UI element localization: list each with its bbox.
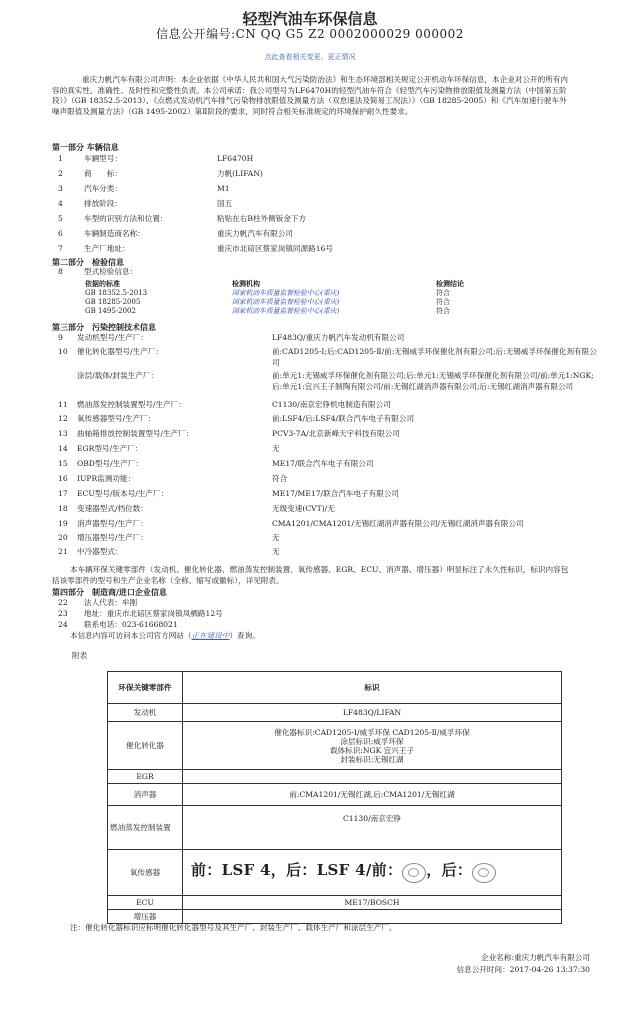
row-label: 氧传感器型号/生产厂： — [77, 414, 156, 423]
row-value: 前:LSF4/后:LSF4/联合汽车电子有限公司 — [272, 414, 415, 423]
query-text: 本信息内容可访问本公司官方网站（ — [70, 631, 192, 640]
bosch-logo-icon — [472, 863, 496, 883]
part-mark — [183, 770, 562, 784]
query-text-end: ）查询。 — [229, 631, 260, 640]
table-row — [108, 722, 562, 770]
vehicle-info-row — [52, 213, 592, 225]
row-value: ME17/联合汽车电子有限公司 — [272, 459, 374, 468]
table-row — [108, 704, 562, 722]
row-number: 13 — [58, 429, 68, 438]
lab-name: 国家机动车质量监督检验中心(重庆) — [232, 298, 340, 306]
vehicle-info-row — [52, 153, 592, 165]
row-value: ME17/ME17/联合汽车电子有限公司 — [272, 489, 400, 498]
row-label: 催化转化器型号/生产厂： — [77, 347, 164, 356]
part3-note: 本车辆环保关键零部件（发动机、催化转化器、燃油蒸发控制装置、氧传感器、EGR、ECU、消声器、增压器）明显标注了永久性标识，标识内容包括该零部件的型号和生产企业名称（全称、缩写或徽标），详见附表。 — [52, 565, 569, 585]
row-label: 车辆型号： — [84, 154, 122, 163]
row-label: 变速器型式/档位数： — [77, 504, 148, 513]
col-lab: 检测机构 — [232, 279, 260, 288]
part2-heading: 第二部分 检验信息 — [52, 257, 124, 267]
row-number: 24 — [58, 620, 68, 629]
row-number: 11 — [58, 400, 68, 409]
row-number: 14 — [58, 444, 68, 453]
part4-heading: 第四部分 制造商/进口企业信息 — [52, 587, 167, 597]
row-label: 型式检验信息： — [84, 267, 138, 276]
row-value: LF483Q/重庆力帆汽车发动机有限公司 — [272, 333, 405, 342]
col-result: 检测结论 — [436, 279, 464, 288]
row-number: 15 — [58, 459, 68, 468]
row-number: 1 — [58, 154, 63, 163]
canning-mark-line: 封装标识:无锡红湖 — [340, 754, 404, 764]
appendix-table — [107, 671, 562, 924]
row-label: 生产厂地址： — [84, 244, 130, 253]
part1-heading: 第一部分 车辆信息 — [52, 142, 119, 152]
o2-mark-text: 前：LSF 4，后：LSF 4/前： — [191, 860, 403, 879]
row-number: 7 — [58, 244, 63, 253]
row-text: 联系电话：023-61668021 — [84, 620, 178, 629]
row-label: EGR型号/生产厂： — [77, 444, 143, 453]
website-query — [70, 630, 590, 641]
o2-mark-text-rear: ，后： — [426, 860, 473, 879]
part-name: 发动机 — [108, 704, 183, 722]
row-value: 国五 — [217, 199, 233, 208]
row-number: 3 — [58, 184, 63, 193]
row-label: 汽车分类： — [84, 184, 122, 193]
result: 符合 — [436, 289, 450, 297]
row-label: 增压器型号/生产厂： — [77, 533, 148, 542]
part-name: ECU — [108, 896, 183, 910]
row-value: LF6470H — [217, 154, 254, 163]
row-value: CMA1201/CMA1201/无锡红湖消声器有限公司/无锡红湖消声器有限公司 — [272, 519, 524, 528]
row-value: 粘贴在右B柱外侧钣金下方 — [217, 214, 307, 223]
row-number: 20 — [58, 533, 68, 542]
inspection-row — [52, 266, 592, 278]
website-link[interactable]: 正在建设中 — [191, 631, 230, 640]
part-mark — [183, 850, 562, 896]
row-number: 9 — [58, 333, 63, 342]
row-number: 16 — [58, 474, 68, 483]
row-label: 中冷器型式： — [77, 547, 123, 556]
vehicle-info-row — [52, 183, 592, 195]
disclosure-code: 信息公开编号:CN QQ G5 Z2 0002000029 000002 — [156, 27, 464, 41]
part-name: 燃油蒸发控制装置 — [108, 806, 183, 850]
row-label: 涂层/载体/封装生产厂： — [77, 371, 159, 380]
part3-heading: 第三部分 污染控制技术信息 — [52, 322, 156, 332]
table-row — [108, 896, 562, 910]
appendix-label: 附表 — [72, 651, 88, 660]
row-value: C1130/南京宏铮机电制造有限公司 — [272, 400, 391, 409]
lab-name: 国家机动车质量监督检验中心(重庆) — [232, 289, 340, 297]
publish-time: 信息公开时间：2017-04-26 13:37:30 — [456, 965, 590, 974]
row-number: 18 — [58, 504, 68, 513]
substrate-mark-line: 载体标识:NGK 宜兴王子 — [329, 745, 415, 755]
row-number: 2 — [58, 169, 63, 178]
part-name: EGR — [108, 770, 183, 784]
row-label: 车型的识别方法和位置： — [84, 214, 168, 223]
row-value: 符合 — [272, 474, 288, 483]
row-label: 曲轴箱排放控制装置型号/生产厂： — [77, 429, 194, 438]
row-value: 力帆(LIFAN) — [217, 169, 263, 178]
changes-link[interactable]: 点此查看相关变更、更正情况 — [264, 53, 356, 61]
row-label: ECU型号/版本号/生产厂： — [77, 489, 169, 498]
row-number: 19 — [58, 519, 68, 528]
page-title: 轻型汽油车环保信息 — [242, 10, 378, 28]
intro-statement: 重庆力帆汽车有限公司声明：本企业依据《中华人民共和国大气污染防治法》和生态环境部相关规定公开机动车环保信息，本企业对公开的所有内容的真实性、准确性、及时性和完整性负责。本公司承诺：我公司型号为LF6470H的轻型汽油车符合《轻型汽车污染物排放限值及测量方法（中国第五阶段）》（GB 18352.5-2013）、《点燃式发动机汽车排气污染物排放限值及测量方法（双怠速法及简易工况法）》（GB 18285-2005）和《汽车加速行驶车外噪声限值及测量方法》（GB 1495-2002）第Ⅱ阶段的要求，同时符合相关标准规定的环境保护耐久性要求。 — [52, 75, 568, 116]
row-number: 21 — [58, 547, 68, 556]
part-name: 氧传感器 — [108, 850, 183, 896]
row-value: 无 — [272, 533, 280, 542]
part-mark: ME17/BOSCH — [183, 896, 562, 910]
row-label: OBD型号/生产厂： — [77, 459, 144, 468]
row-number: 4 — [58, 199, 63, 208]
row-number: 22 — [58, 598, 68, 607]
row-number: 10 — [58, 347, 68, 356]
part-mark: 前:CMA1201/无锡红湖,后:CMA1201/无锡红湖 — [183, 784, 562, 806]
table-row — [108, 784, 562, 806]
row-text: 法人代表：牟刚 — [84, 598, 138, 607]
row-value: 无 — [272, 444, 280, 453]
appendix-note: 注：催化转化器标识应标明催化转化器型号及其生产厂、封装生产厂、载体生产厂和涂层生产厂。 — [70, 923, 397, 932]
row-value: 前:CAD1205-Ⅰ;后:CAD1205-Ⅱ/前:无锡威孚环保催化剂有限公司;后:无锡威孚环保催化剂有限公司 — [272, 347, 597, 367]
row-label: 排放阶段： — [84, 199, 122, 208]
vehicle-info-row — [52, 243, 592, 255]
table-row — [108, 806, 562, 850]
table-header-row — [108, 672, 562, 704]
table-row — [108, 770, 562, 784]
result: 符合 — [436, 298, 450, 306]
col-part-header: 环保关键零部件 — [108, 672, 183, 704]
vehicle-info-row — [52, 228, 592, 240]
part-mark: C1130/南京宏铮 — [183, 806, 562, 850]
row-value: 重庆市北碚区蔡家岗镇同源路16号 — [217, 244, 333, 253]
part-name: 增压器 — [108, 910, 183, 924]
row-label: 燃油蒸发控制装置型号/生产厂： — [77, 400, 186, 409]
vehicle-info-row — [52, 168, 592, 180]
row-number: 23 — [58, 609, 68, 618]
row-label: 消声器型号/生产厂： — [77, 519, 148, 528]
coating-mark-line: 涂层标识:威孚环保 — [340, 736, 404, 746]
vehicle-info-row — [52, 198, 592, 210]
result: 符合 — [436, 307, 450, 315]
row-text: 地址：重庆市北碚区蔡家岗镇凤栖路12号 — [84, 609, 223, 618]
row-number: 12 — [58, 414, 68, 423]
part-name: 消声器 — [108, 784, 183, 806]
part-name: 催化转化器 — [108, 722, 183, 770]
row-label: IUPR监测功能： — [77, 474, 136, 483]
row-number: 17 — [58, 489, 68, 498]
row-value: 重庆力帆汽车有限公司 — [217, 229, 293, 238]
row-label: 发动机型号/生产厂： — [77, 333, 148, 342]
standard-name: GB 18352.5-2013 — [85, 289, 148, 297]
standard-name: GB 18285-2005 — [85, 298, 141, 306]
row-value: 无级变速(CVT)/无 — [272, 504, 335, 513]
row-value: PCV3-7A/北京新峰天宇科技有限公司 — [272, 429, 400, 438]
col-standard: 依据的标准 — [85, 279, 120, 288]
row-value: 无 — [272, 547, 280, 556]
row-label: 商 标： — [84, 169, 122, 178]
part-mark: LF483Q/LIFAN — [183, 704, 562, 722]
lab-name: 国家机动车质量监督检验中心(重庆) — [232, 307, 340, 315]
row-label: 车辆制造商名称： — [84, 229, 145, 238]
row-number: 6 — [58, 229, 63, 238]
col-mark-header: 标识 — [183, 672, 562, 704]
cat-mark-line: 催化器标识:CAD1205-I/威孚环保 CAD1205-Ⅱ/威孚环保 — [274, 727, 470, 737]
row-number: 5 — [58, 214, 63, 223]
company-name: 企业名称:重庆力帆汽车有限公司 — [481, 953, 590, 962]
standard-name: GB 1495-2002 — [85, 307, 136, 315]
row-value: 前:单元1:无锡威孚环保催化剂有限公司;后:单元1:无锡威孚环保催化剂有限公司/前:单元1:NGK;后:单元1:宜兴王子制陶有限公司/前:无锡红湖消声器有限公司;后:无锡红湖消声器有限公司 — [272, 371, 594, 391]
part-mark — [183, 722, 562, 770]
row-value: M1 — [217, 184, 230, 193]
table-row — [108, 850, 562, 896]
bosch-logo-icon — [402, 863, 426, 883]
row-number: 8 — [58, 267, 63, 276]
